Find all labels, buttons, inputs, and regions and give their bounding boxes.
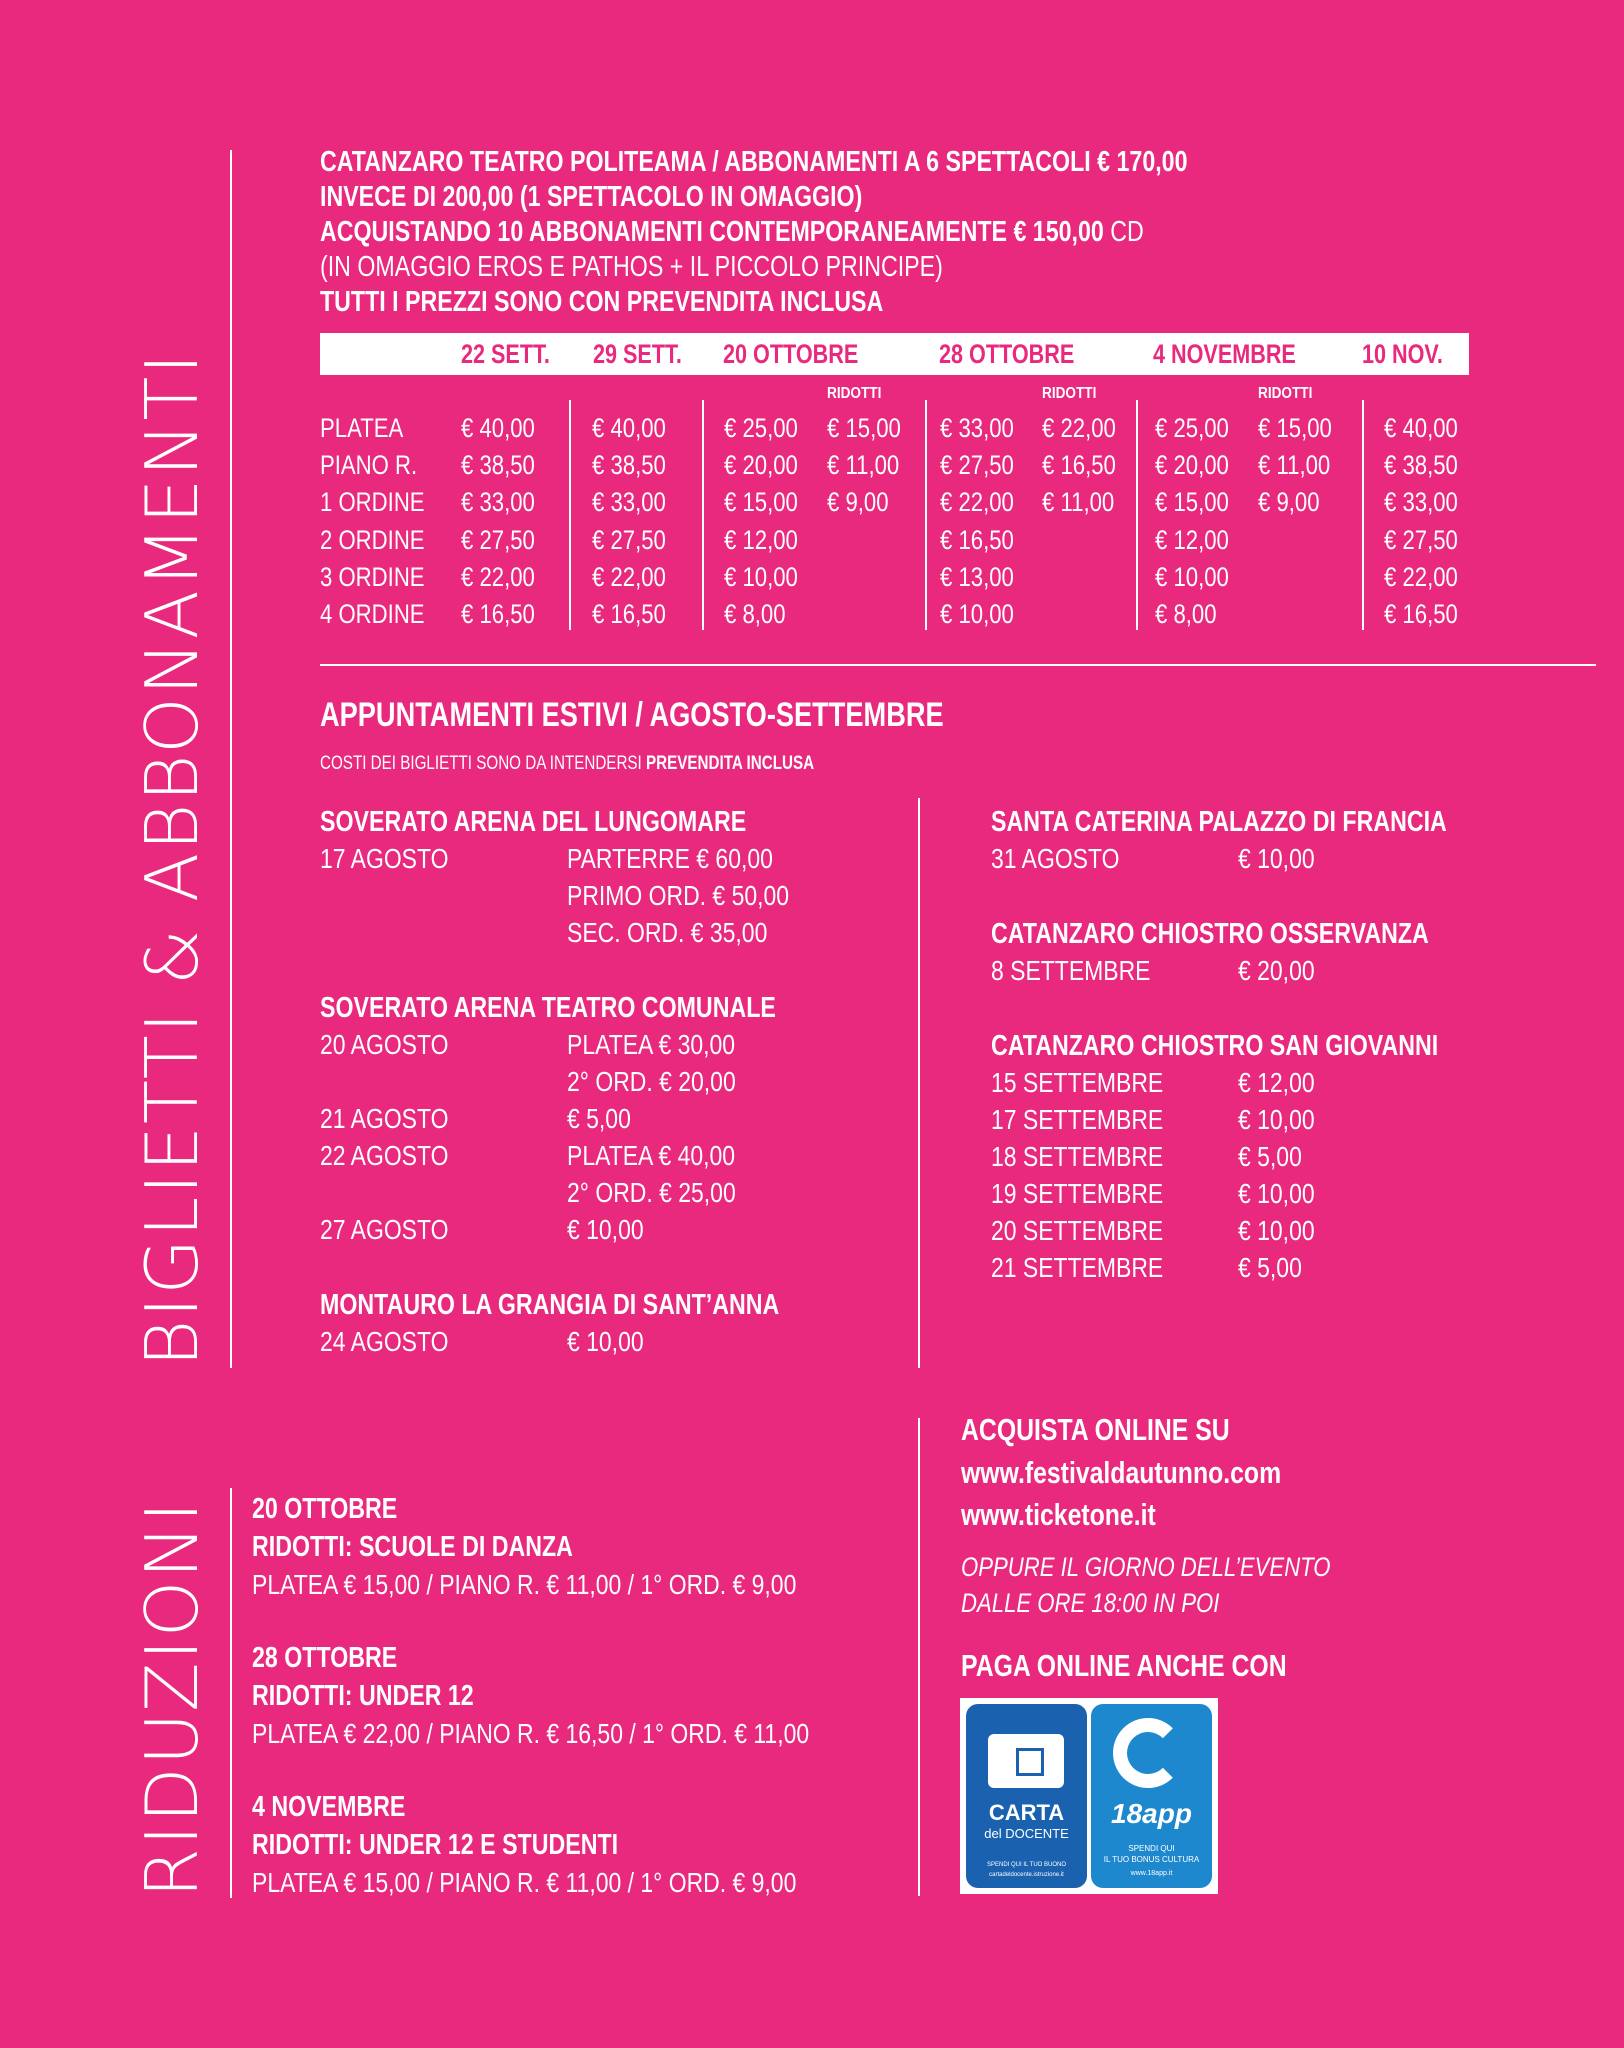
event-date: 20 SETTEMBRE	[991, 1215, 1164, 1246]
price-cell: € 11,00	[1258, 450, 1331, 481]
date-col-2: 29 SETT.	[593, 339, 682, 369]
price-cell: € 15,00	[1155, 487, 1229, 518]
price-cell: € 25,00	[1155, 413, 1229, 443]
18app-logo: 18app SPENDI QUI IL TUO BONUS CULTURA www.18app.it	[1091, 1704, 1212, 1888]
event-price: € 10,00	[1238, 843, 1315, 874]
price-row-label: PLATEA	[320, 413, 404, 443]
event-date: 24 AGOSTO	[320, 1326, 449, 1357]
venue-title: SOVERATO ARENA TEATRO COMUNALE	[320, 992, 776, 1024]
venue-title: MONTAURO LA GRANGIA DI SANT’ANNA	[320, 1289, 780, 1321]
table-divider-2	[702, 400, 704, 630]
price-cell: € 10,00	[940, 599, 1014, 629]
event-date: 17 SETTEMBRE	[991, 1104, 1164, 1135]
date-col-6: 10 NOV.	[1362, 339, 1443, 369]
price-cell: € 22,00	[461, 561, 535, 592]
riduzione-date: 20 OTTOBRE	[252, 1493, 398, 1525]
event-price: PLATEA € 30,00	[567, 1029, 736, 1060]
price-cell: € 11,00	[827, 450, 900, 481]
pay-title: PAGA ONLINE ANCHE CON	[961, 1648, 1287, 1683]
venue-title: CATANZARO CHIOSTRO OSSERVANZA	[991, 918, 1429, 950]
event-date: 27 AGOSTO	[320, 1214, 449, 1245]
online-title: ACQUISTA ONLINE SU	[961, 1412, 1230, 1447]
venue-title: SANTA CATERINA PALAZZO DI FRANCIA	[991, 806, 1447, 838]
header-line-3: ACQUISTANDO 10 ABBONAMENTI CONTEMPORANEAMENTE € 150,00 CD	[320, 216, 1144, 248]
riduzione-prices: PLATEA € 15,00 / PIANO R. € 11,00 / 1° ORD. € 9,00	[252, 1867, 797, 1898]
date-col-1: 22 SETT.	[461, 339, 550, 369]
price-cell: € 22,00	[940, 487, 1014, 518]
side-title-biglietti: BIGLIETTI & ABBONAMENTI	[130, 351, 214, 1367]
event-date: 15 SETTEMBRE	[991, 1067, 1164, 1098]
riduzione-date: 4 NOVEMBRE	[252, 1791, 406, 1823]
event-price: € 5,00	[1238, 1141, 1302, 1172]
event-date: 31 AGOSTO	[991, 843, 1120, 874]
riduzione-prices: PLATEA € 22,00 / PIANO R. € 16,50 / 1° ORD. € 11,00	[252, 1718, 810, 1749]
price-cell: € 11,00	[1042, 487, 1115, 518]
estivi-title: APPUNTAMENTI ESTIVI / AGOSTO-SETTEMBRE	[320, 696, 944, 734]
price-cell: € 12,00	[1155, 524, 1229, 555]
riduzione-who: RIDOTTI: SCUOLE DI DANZA	[252, 1531, 573, 1563]
price-cell: € 33,00	[592, 487, 666, 518]
header-line-5: TUTTI I PREZZI SONO CON PREVENDITA INCLUSA	[320, 286, 884, 318]
date-col-5: 4 NOVEMBRE	[1153, 339, 1296, 369]
header-line-2: INVECE DI 200,00 (1 SPETTACOLO IN OMAGGIO)	[320, 181, 863, 213]
price-cell: € 16,50	[461, 599, 535, 629]
estivi-note: COSTI DEI BIGLIETTI SONO DA INTENDERSI PREVENDITA INCLUSA	[320, 753, 815, 774]
side-divider-biglietti	[230, 150, 232, 1368]
price-cell: € 13,00	[940, 561, 1014, 592]
online-alt-2: DALLE ORE 18:00 IN POI	[961, 1588, 1220, 1618]
price-cell: € 27,50	[1384, 524, 1458, 555]
event-price: € 10,00	[1238, 1104, 1315, 1135]
price-cell: € 27,50	[461, 524, 535, 555]
venue-title: CATANZARO CHIOSTRO SAN GIOVANNI	[991, 1030, 1439, 1062]
price-cell: € 8,00	[724, 599, 786, 629]
link-festival[interactable]: www.festivaldautunno.com	[961, 1455, 1282, 1490]
price-cell: € 20,00	[724, 450, 798, 481]
event-price: € 5,00	[567, 1103, 631, 1134]
price-cell: € 22,00	[1384, 561, 1458, 592]
event-price: € 12,00	[1238, 1067, 1315, 1098]
estivi-column-divider	[918, 798, 920, 1368]
price-cell: € 10,00	[1155, 561, 1229, 592]
price-cell: € 27,50	[940, 450, 1014, 481]
price-cell: € 38,50	[592, 450, 666, 481]
event-price: € 10,00	[567, 1326, 644, 1357]
event-date: 18 SETTEMBRE	[991, 1141, 1164, 1172]
date-header-bar	[320, 333, 1469, 375]
event-date: 21 SETTEMBRE	[991, 1252, 1164, 1283]
price-cell: € 33,00	[461, 487, 535, 518]
link-ticketone[interactable]: www.ticketone.it	[961, 1497, 1156, 1532]
riduzione-date: 28 OTTOBRE	[252, 1642, 398, 1674]
price-cell: € 15,00	[724, 487, 798, 518]
table-divider-5	[1362, 400, 1364, 630]
price-cell: € 16,50	[1042, 450, 1116, 481]
18app-c-icon	[1113, 1718, 1183, 1788]
riduzione-prices: PLATEA € 15,00 / PIANO R. € 11,00 / 1° ORD. € 9,00	[252, 1569, 797, 1600]
event-price: € 10,00	[1238, 1215, 1315, 1246]
price-cell: € 27,50	[592, 524, 666, 555]
price-cell: € 20,00	[1155, 450, 1229, 481]
event-price: PLATEA € 40,00	[567, 1140, 736, 1171]
event-price: 2° ORD. € 25,00	[567, 1177, 736, 1208]
event-price: PRIMO ORD. € 50,00	[567, 880, 790, 911]
price-row-label: 4 ORDINE	[320, 599, 425, 629]
venue-title: SOVERATO ARENA DEL LUNGOMARE	[320, 806, 747, 838]
event-price: € 20,00	[1238, 955, 1315, 986]
event-price: € 5,00	[1238, 1252, 1302, 1283]
price-cell: € 40,00	[592, 413, 666, 443]
payment-logos	[960, 1698, 1218, 1894]
price-cell: € 25,00	[724, 413, 798, 443]
price-cell: € 15,00	[827, 413, 901, 443]
online-divider	[918, 1418, 920, 1896]
price-cell: € 40,00	[1384, 413, 1458, 443]
price-cell: € 16,50	[592, 599, 666, 629]
ridotti-label-2: RIDOTTI	[1042, 385, 1097, 402]
header-line-1: CATANZARO TEATRO POLITEAMA / ABBONAMENTI A 6 SPETTACOLI € 170,00	[320, 146, 1188, 178]
date-col-3: 20 OTTOBRE	[723, 339, 859, 369]
price-cell: € 16,50	[940, 524, 1014, 555]
date-col-4: 28 OTTOBRE	[939, 339, 1075, 369]
price-cell: € 9,00	[1258, 487, 1320, 518]
price-cell: € 38,50	[461, 450, 535, 481]
event-date: 17 AGOSTO	[320, 843, 449, 874]
event-date: 21 AGOSTO	[320, 1103, 449, 1134]
event-price: PARTERRE € 60,00	[567, 843, 773, 874]
online-alt-1: OPPURE IL GIORNO DELL’EVENTO	[961, 1552, 1331, 1582]
riduzione-who: RIDOTTI: UNDER 12	[252, 1680, 474, 1712]
price-row-label: PIANO R.	[320, 450, 418, 481]
event-date: 8 SETTEMBRE	[991, 955, 1151, 986]
qr-card-icon	[988, 1734, 1064, 1788]
side-title-riduzioni: RIDUZIONI	[130, 1499, 214, 1898]
event-price: € 10,00	[567, 1214, 644, 1245]
event-date: 19 SETTEMBRE	[991, 1178, 1164, 1209]
price-cell: € 33,00	[940, 413, 1014, 443]
event-price: € 10,00	[1238, 1178, 1315, 1209]
event-date: 20 AGOSTO	[320, 1029, 449, 1060]
politeama-header	[320, 145, 1404, 320]
ridotti-label-3: RIDOTTI	[1258, 385, 1313, 402]
price-cell: € 33,00	[1384, 487, 1458, 518]
event-price: 2° ORD. € 20,00	[567, 1066, 736, 1097]
carta-docente-logo: CARTA del DOCENTE SPENDI QUI IL TUO BUONO cartadeldocente.istruzione.it	[966, 1704, 1087, 1888]
table-divider-4	[1136, 400, 1138, 630]
header-line-4: (IN OMAGGIO EROS E PATHOS + IL PICCOLO PRINCIPE)	[320, 251, 943, 283]
event-price: SEC. ORD. € 35,00	[567, 917, 768, 948]
price-cell: € 8,00	[1155, 599, 1217, 629]
ridotti-label-1: RIDOTTI	[827, 385, 882, 402]
side-divider-riduzioni	[230, 1488, 232, 1898]
event-date: 22 AGOSTO	[320, 1140, 449, 1171]
table-divider-3	[925, 400, 927, 630]
price-cell: € 16,50	[1384, 599, 1458, 629]
price-cell: € 38,50	[1384, 450, 1458, 481]
riduzione-who: RIDOTTI: UNDER 12 E STUDENTI	[252, 1829, 619, 1861]
price-row-label: 3 ORDINE	[320, 561, 425, 592]
price-cell: € 22,00	[592, 561, 666, 592]
price-cell: € 15,00	[1258, 413, 1332, 443]
price-row-label: 2 ORDINE	[320, 524, 425, 555]
table-divider-1	[569, 400, 571, 630]
price-cell: € 9,00	[827, 487, 889, 518]
price-row-label: 1 ORDINE	[320, 487, 425, 518]
price-cell: € 10,00	[724, 561, 798, 592]
price-cell: € 12,00	[724, 524, 798, 555]
price-cell: € 40,00	[461, 413, 535, 443]
section-separator	[320, 664, 1596, 666]
price-cell: € 22,00	[1042, 413, 1116, 443]
